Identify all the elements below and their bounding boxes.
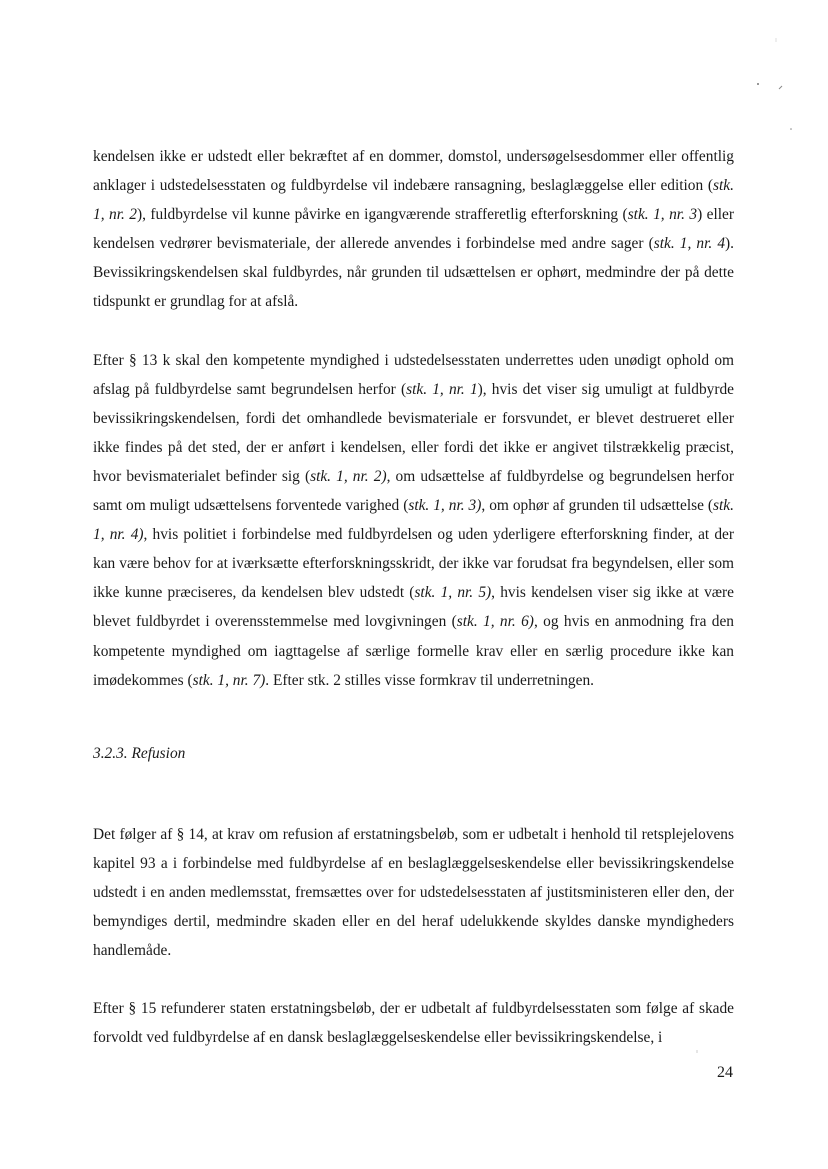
body-paragraph: Efter § 13 k skal den kompetente myndighed i udstedelsesstaten underrettes uden unødigt ophold om afslag på fuldbyrdelse samt begrundelsen herfor (stk. 1, nr. 1), hvis det viser sig umuligt at fuldbyrde bevissikringskendelsen, fordi det omhandlede bevismateriale er forsvundet, er blevet destrueret eller ikke findes på det sted, der er anført i kendelsen, eller fordi det ikke er angivet tilstrækkelig præcist, hvor bevismaterialet befinder sig (stk. 1, nr. 2), om udsættelse af fuldbyrdelse og begrundelsen herfor samt om muligt udsættelsens forventede varighed (stk. 1, nr. 3), om ophør af grunden til udsættelse (stk. 1, nr. 4), hvis politiet i forbindelse med fuldbyrdelsen og uden yderligere efterforskning finder, at der kan være behov for at iværksætte efterforskningsskridt, der ikke var forudsat fra begyndelsen, eller som ikke kunne præciseres, da kendelsen blev udstedt (stk. 1, nr. 5), hvis kendelsen viser sig ikke at være blevet fuldbyrdet i overensstemmelse med lovgivningen (stk. 1, nr. 6), og hvis en anmodning fra den kompetente myndighed om iagttagelse af særlige formelle krav eller en særlig procedure ikke kan imødekommes (stk. 1, nr. 7). Efter stk. 2 stilles visse formkrav til underretningen.	[93, 351, 734, 689]
body-paragraph: kendelsen ikke er udstedt eller bekræftet af en dommer, domstol, undersøgelsesdommer eller offentlig anklager i udstedelsesstaten og fuldbyrdelse vil indebære ransagning, beslaglæggelse eller edition (stk. 1, nr. 2), fuldbyrdelse vil kunne påvirke en igangværende strafferetlig efterforskning (stk. 1, nr. 3) eller kendelsen vedrører bevismateriale, der allerede anvendes i forbindelse med andre sager (stk. 1, nr. 4). Bevissikringskendelsen skal fuldbyrdes, når grunden til udsættelsen er ophørt, medmindre der på dette tidspunkt er grundlag for at afslå.	[93, 148, 735, 311]
page-number: 24	[717, 1064, 733, 1081]
body-paragraph: Efter § 15 refunderer staten erstatningsbeløb, der er udbetalt af fuldbyrdelsesstaten som følge af skade forvoldt ved fuldbyrdelse af en dansk beslaglæggelseskendelse eller bevissikringskendelse, i	[93, 1000, 734, 1047]
body-paragraph: Det følger af § 14, at krav om refusion af erstatningsbeløb, som er udbetalt i henhold til retsplejelovens kapitel 93 a i forbindelse med fuldbyrdelse af en beslaglæggelseskendelse eller bevissikringskendelse udstedt i en anden medlemsstat, fremsættes over for udstedelsesstaten af justitsministeren eller den, der bemyndiges dertil, medmindre skaden eller en del heraf udelukkende skyldes danske myndigheders handlemåde.	[93, 825, 734, 960]
section-heading: 3.2.3. Refusion	[93, 744, 186, 762]
